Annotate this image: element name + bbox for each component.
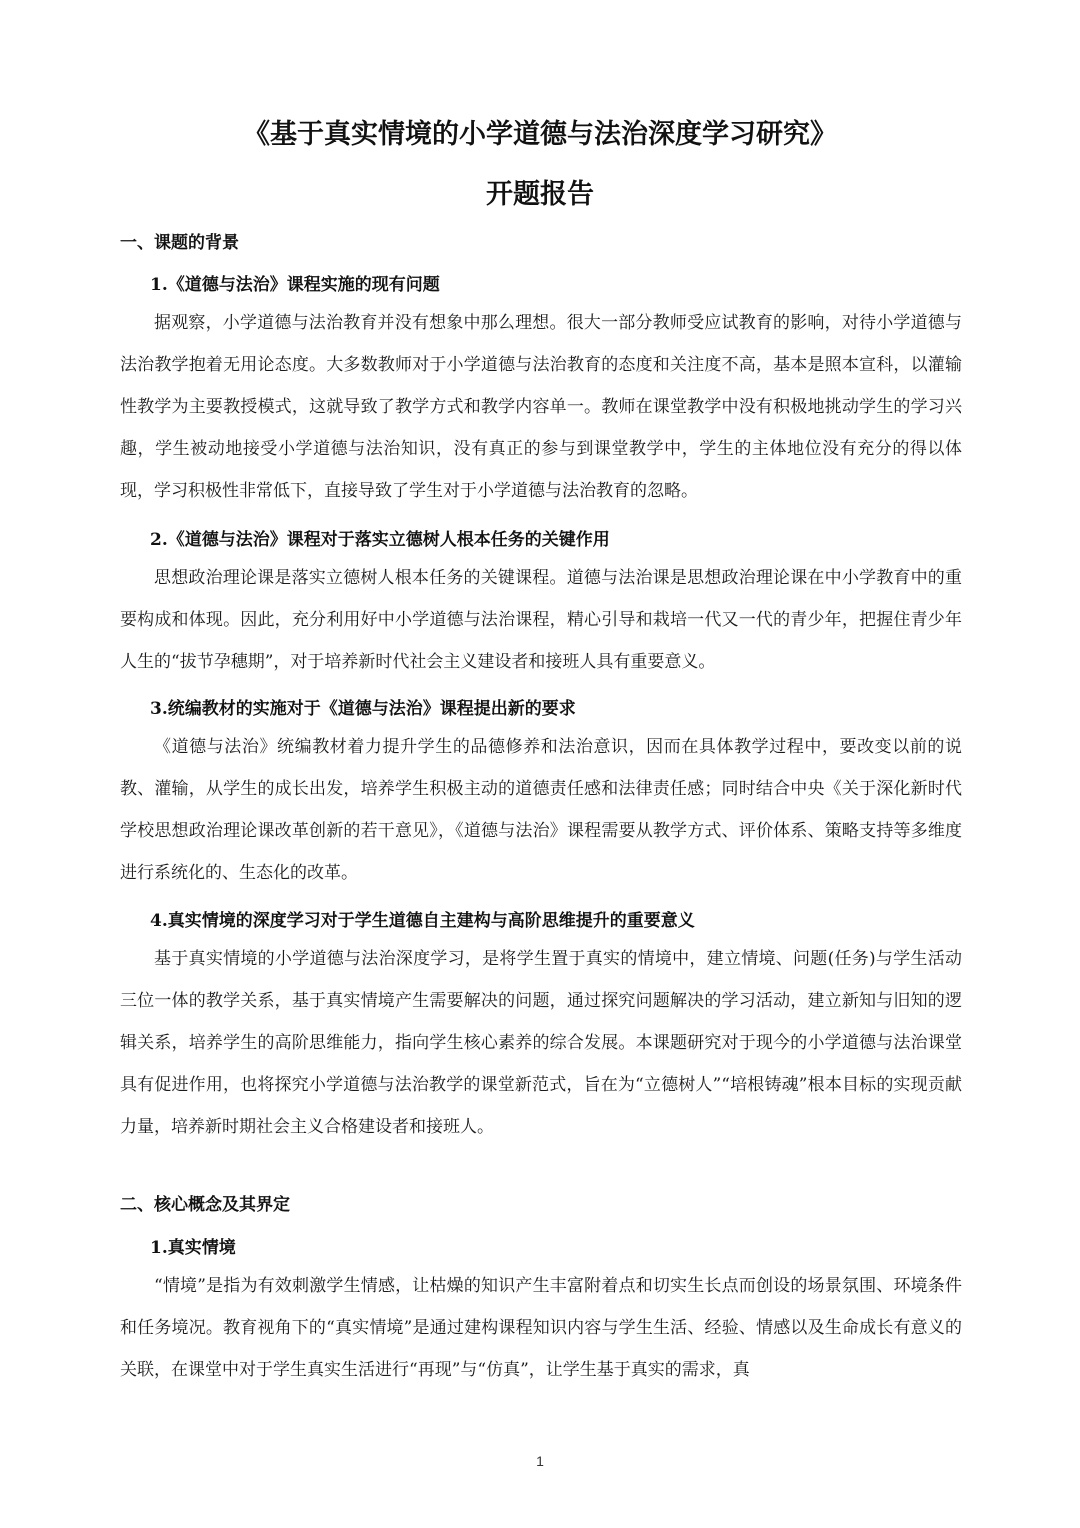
subsection-heading-3: 3.统编教材的实施对于《道德与法治》课程提出新的要求 bbox=[150, 699, 576, 719]
subsection-heading-1: 1.《道德与法治》课程实施的现有问题 bbox=[150, 275, 440, 295]
subsection-heading-2: 2.《道德与法治》课程对于落实立德树人根本任务的关键作用 bbox=[150, 530, 610, 550]
page-number: 1 bbox=[536, 1453, 544, 1469]
section-heading-background: 一、课题的背景 bbox=[120, 233, 239, 253]
paragraph-4: 基于真实情境的小学道德与法治深度学习，是将学生置于真实的情境中，建立情境、问题(任务)与学生活动三位一体的教学关系，基于真实情境产生需要解决的问题，通过探究问题解决的学习活动，建立新知与旧知的逻辑关系，培养学生的高阶思维能力，指向学生核心素养的综合发展。本课题研究对于现今的小学道德与法治课堂具有促进作用，也将探究小学道德与法治教学的课堂新范式，旨在为“立德树人”“培根铸魂”根本目标的实现贡献力量，培养新时期社会主义合格建设者和接班人。 bbox=[120, 949, 962, 1137]
paragraph-1: 据观察，小学道德与法治教育并没有想象中那么理想。很大一部分教师受应试教育的影响，对待小学道德与法治教学抱着无用论态度。大多数教师对于小学道德与法治教育的态度和关注度不高，基本是照本宣科，以灌输性教学为主要教授模式，这就导致了教学方式和教学内容单一。教师在课堂教学中没有积极地挑动学生的学习兴趣，学生被动地接受小学道德与法治知识，没有真正的参与到课堂教学中，学生的主体地位没有充分的得以体现，学习积极性非常低下，直接导致了学生对于小学道德与法治教育的忽略。 bbox=[120, 313, 962, 501]
section-heading-core-concepts: 二、核心概念及其界定 bbox=[120, 1195, 290, 1215]
paragraph-3: 《道德与法治》统编教材着力提升学生的品德修养和法治意识，因而在具体教学过程中，要改变以前的说教、灌输，从学生的成长出发，培养学生积极主动的道德责任感和法律责任感；同时结合中央《关于深化新时代学校思想政治理论课改革创新的若干意见》，《道德与法治》课程需要从教学方式、评价体系、策略支持等多维度进行系统化的、生态化的改革。 bbox=[120, 737, 962, 883]
subsection-heading-4: 4.真实情境的深度学习对于学生道德自主建构与高阶思维提升的重要意义 bbox=[150, 911, 695, 931]
document-subtitle: 开题报告 bbox=[486, 179, 594, 210]
document-title: 《基于真实情境的小学道德与法治深度学习研究》 bbox=[243, 119, 837, 150]
paragraph-5: “情境”是指为有效刺激学生情感，让枯燥的知识产生丰富附着点和切实生长点而创设的场景氛围、环境条件和任务境况。教育视角下的“真实情境”是通过建构课程知识内容与学生生活、经验、情感以及生命成长有意义的关联，在课堂中对于学生真实生活进行“再现”与“仿真”，让学生基于真实的需求，真 bbox=[120, 1276, 962, 1380]
paragraph-2: 思想政治理论课是落实立德树人根本任务的关键课程。道德与法治课是思想政治理论课在中小学教育中的重要构成和体现。因此，充分利用好中小学道德与法治课程，精心引导和栽培一代又一代的青少年，把握住青少年人生的“拔节孕穗期”，对于培养新时代社会主义建设者和接班人具有重要意义。 bbox=[120, 568, 962, 672]
subsection-heading-real-context: 1.真实情境 bbox=[150, 1238, 236, 1258]
